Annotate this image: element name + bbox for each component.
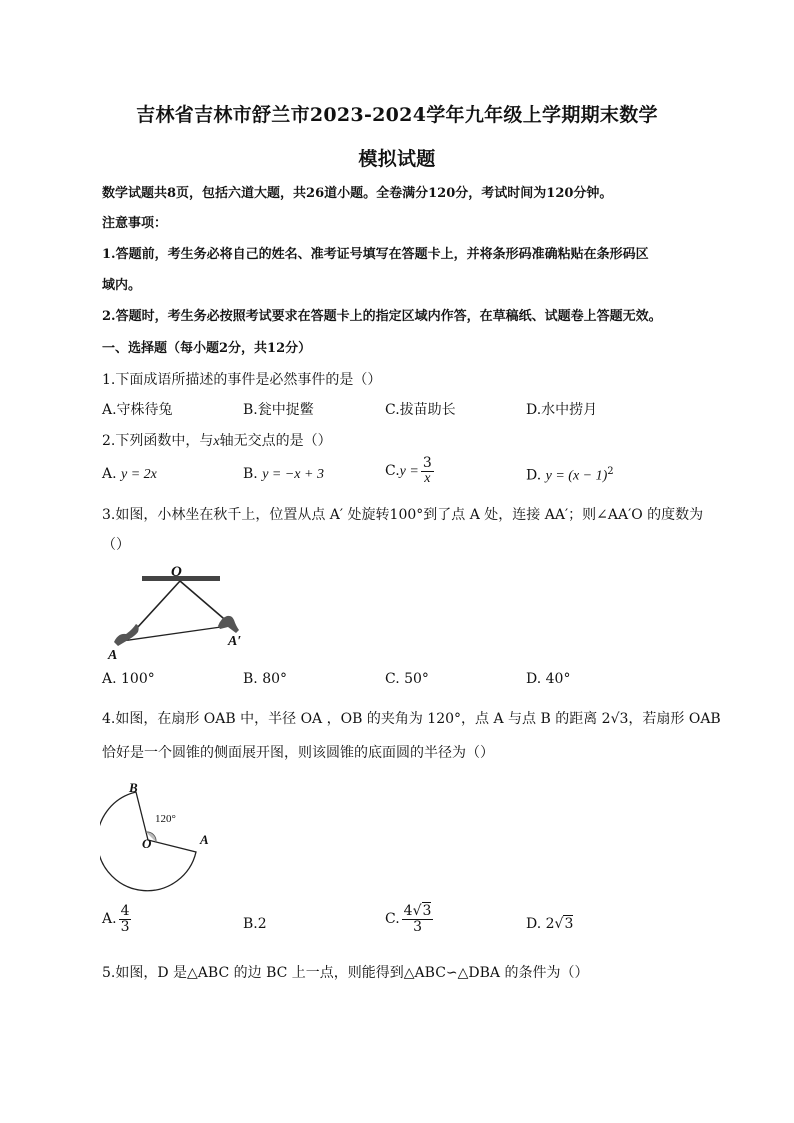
angle-label: 120° [155,813,176,825]
question-4-stem-line-2: 恰好是一个圆锥的侧面展开图，则该圆锥的底面圆的半径为（） [102,745,494,761]
label-a-prime: A′ [228,634,242,649]
q2-option-b: B. y = −x + 3 [243,466,324,482]
label-b: B [129,780,138,795]
question-1-stem: 1.下面成语所描述的事件是必然事件的是（） [102,372,382,388]
q4-option-a: A. $\frac{4}{3}$ [102,903,130,935]
person-a-prime-icon [218,616,239,633]
q3-option-c: C. 50° [385,671,429,687]
notice-heading: 注意事项： [102,216,168,231]
section-heading-choice: 一、选择题（每小题2分，共12分） [102,341,312,356]
q1-option-d: D.水中捞月 [526,402,598,418]
label-o: O [142,836,152,851]
question-5-stem: 5.如图，D 是△ABC 的边 BC 上一点，则能得到△ABC∽△DBA 的条件为（） [102,965,589,981]
rope-oa-prime [180,581,230,624]
q2-option-d: D. $y = (x - 1)^2$ [526,466,614,484]
q3-option-a: A. 100° [102,671,155,687]
page-subtitle: 模拟试题 [358,148,436,170]
label-o: O [171,564,182,580]
notice-1-line-2: 域内。 [102,278,142,293]
sector-figure [100,772,220,902]
q1-option-b: B.瓮中捉鳖 [243,402,314,418]
question-4-stem-line-1: 4.如图，在扇形 OAB 中，半径 OA ，OB 的夹角为 120°，点 A 与点 B 的距离 2√3，若扇形 OAB [102,711,721,727]
q1-option-c: C.拔苗助长 [385,402,456,418]
q2-option-c: C.y = $\frac{3}{x}$ [385,455,432,486]
q1-option-a: A.守株待兔 [102,402,173,418]
q4-option-c: C. $\frac{4√3}{3}$ [385,903,432,935]
q4-option-d: D. 2√3 [526,916,574,932]
question-3-stem-line-2: （） [102,537,130,553]
label-a: A [108,648,118,663]
q2-option-a: A. y = 2x [102,466,157,482]
page-title: 吉林省吉林市舒兰市2023-2024学年九年级上学期期末数学 [136,104,658,126]
fraction-3-over-x: $\frac{3}{x}$ [422,455,432,486]
person-a-icon [114,624,139,646]
q3-option-d: D. 40° [526,671,571,687]
question-3-stem-line-1: 3.如图，小林坐在秋千上，位置从点 A′ 处旋转100°到了点 A 处，连接 AA′；则∠AA′O 的度数为 [102,507,704,523]
q4-option-b: B.2 [243,916,267,932]
exam-intro: 数学试题共8页，包括六道大题，共26道小题。全卷满分120分，考试时间为120分钟。 [102,186,613,201]
notice-1-line-1: 1.答题前，考生务必将自己的姓名、准考证号填写在答题卡上，并将条形码准确粘贴在条形码区 [102,247,649,262]
swing-figure [100,560,260,665]
label-a: A [200,832,209,847]
question-2-stem: 2.下列函数中，与x轴无交点的是（） [102,433,332,449]
notice-2: 2.答题时，考生务必按照考试要求在答题卡上的指定区域内作答，在草稿纸、试题卷上答题无效。 [102,309,662,324]
q3-option-b: B. 80° [243,671,288,687]
